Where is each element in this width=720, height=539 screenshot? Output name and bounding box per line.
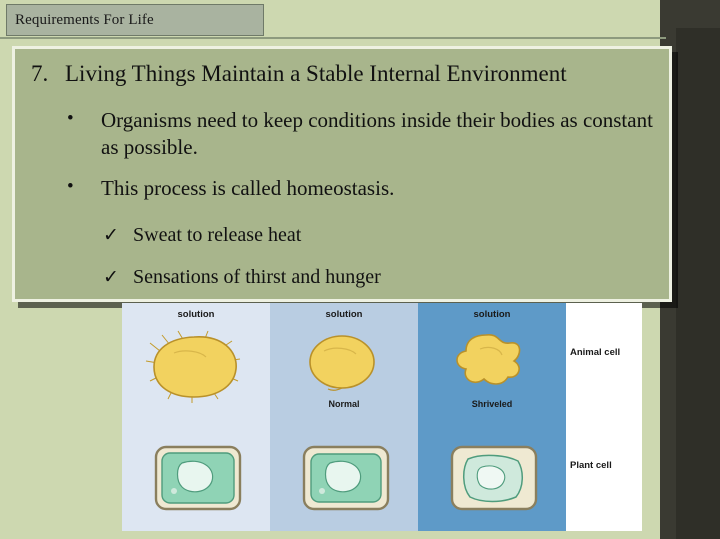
background-dark-band-inner <box>676 28 720 539</box>
animal-cell-swollen-icon <box>144 329 254 409</box>
plant-cell-normal-icon <box>300 441 392 517</box>
figure-row-labels <box>566 303 642 531</box>
check-item-2-text: Sensations of thirst and hunger <box>133 266 381 288</box>
bullet-item-1-text: Organisms need to keep conditions inside their bodies as constant as possible. <box>101 108 653 159</box>
figure-column-1-title: solution <box>177 309 215 320</box>
figure-column-3-caption: Shriveled <box>471 399 513 409</box>
figure-row-label-animal: Animal cell <box>570 347 621 358</box>
slide-content-box <box>12 46 672 302</box>
check-icon: ✓ <box>103 267 119 288</box>
animal-cell-normal-icon <box>292 329 392 395</box>
figure-column-2 <box>270 303 418 531</box>
bullet-icon: • <box>67 108 74 129</box>
heading-text: Living Things Maintain a Stable Internal Environment <box>65 61 567 86</box>
animal-cell-shriveled-icon <box>440 329 540 399</box>
check-item-1-text: Sweat to release heat <box>133 224 302 246</box>
plant-cell-plasmolyzed-icon <box>448 441 540 517</box>
check-item-1 <box>103 224 663 247</box>
slide-title-tab[interactable] <box>6 4 264 36</box>
title-divider <box>0 37 666 39</box>
slide-title-text: Requirements For Life <box>15 11 154 28</box>
bullet-item-2 <box>67 175 657 202</box>
bullet-item-2-text: This process is called homeostasis. <box>101 176 395 200</box>
figure-row-label-plant: Plant cell <box>570 460 612 471</box>
check-icon: ✓ <box>103 225 119 246</box>
osmosis-figure <box>122 303 642 531</box>
bullet-item-1 <box>67 107 657 161</box>
bullet-icon: • <box>67 176 74 197</box>
heading-number: 7. <box>31 61 49 86</box>
figure-column-2-caption: Normal <box>328 399 360 409</box>
heading-line <box>31 61 661 87</box>
check-item-2 <box>103 266 663 289</box>
figure-column-3-title: solution <box>473 309 511 320</box>
figure-column-2-title: solution <box>325 309 363 320</box>
plant-cell-turgid-icon <box>152 441 244 517</box>
figure-column-1 <box>122 303 270 531</box>
figure-column-3 <box>418 303 566 531</box>
